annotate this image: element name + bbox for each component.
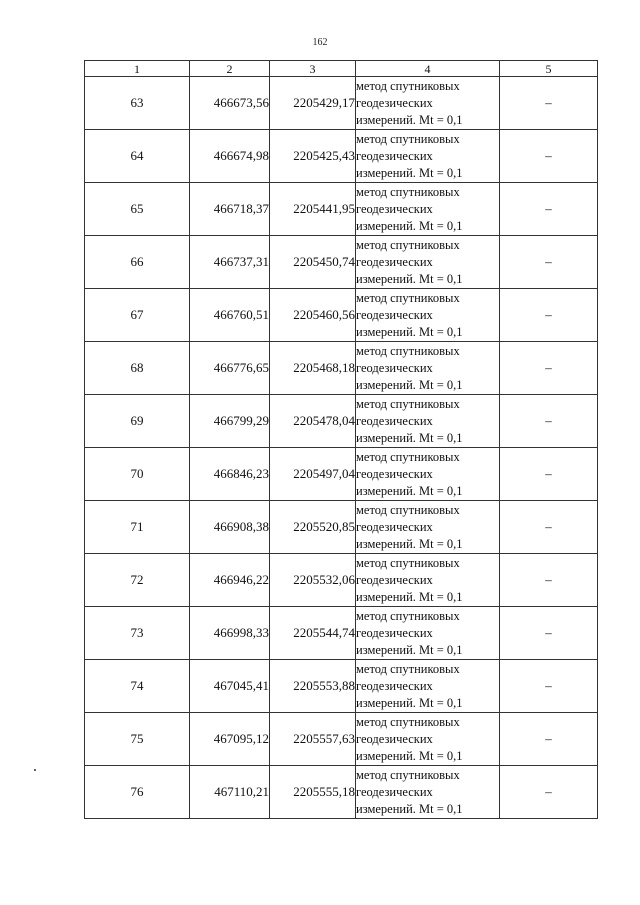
x-coordinate-cell: 466998,33	[190, 607, 270, 660]
method-cell	[356, 660, 500, 713]
y-coordinate-cell: 2205460,56	[270, 289, 356, 342]
method-text-line: измерений. Mt = 0,1	[356, 801, 463, 816]
y-coordinate-cell: 2205468,18	[270, 342, 356, 395]
coordinates-table	[84, 60, 598, 819]
note-cell: –	[500, 342, 598, 395]
method-text-line: геодезических	[356, 731, 433, 746]
method-text-line: метод спутниковых	[356, 661, 460, 676]
method-text-line: геодезических	[356, 466, 433, 481]
method-text-line: измерений. Mt = 0,1	[356, 430, 463, 445]
x-coordinate-cell: 466776,65	[190, 342, 270, 395]
method-cell	[356, 713, 500, 766]
y-coordinate-cell: 2205544,74	[270, 607, 356, 660]
method-text-line: метод спутниковых	[356, 555, 460, 570]
method-text-line: метод спутниковых	[356, 714, 460, 729]
table-row	[85, 77, 598, 130]
method-text-line: геодезических	[356, 254, 433, 269]
method-cell	[356, 554, 500, 607]
method-text-line: метод спутниковых	[356, 502, 460, 517]
y-coordinate-cell: 2205478,04	[270, 395, 356, 448]
point-number-cell: 70	[85, 448, 190, 501]
x-coordinate-cell: 466846,23	[190, 448, 270, 501]
note-cell: –	[500, 607, 598, 660]
method-text-line: метод спутниковых	[356, 290, 460, 305]
point-number-cell: 76	[85, 766, 190, 819]
method-text-line: измерений. Mt = 0,1	[356, 589, 463, 604]
method-text-line: геодезических	[356, 572, 433, 587]
y-coordinate-cell: 2205532,06	[270, 554, 356, 607]
column-header-5: 5	[500, 61, 598, 77]
x-coordinate-cell: 467110,21	[190, 766, 270, 819]
column-header-4: 4	[356, 61, 500, 77]
x-coordinate-cell: 466799,29	[190, 395, 270, 448]
note-cell: –	[500, 77, 598, 130]
method-cell	[356, 448, 500, 501]
y-coordinate-cell: 2205497,04	[270, 448, 356, 501]
method-text-line: измерений. Mt = 0,1	[356, 695, 463, 710]
table-row	[85, 183, 598, 236]
table-row	[85, 289, 598, 342]
header-row	[85, 61, 598, 77]
point-number-cell: 69	[85, 395, 190, 448]
method-text-line: геодезических	[356, 784, 433, 799]
table-row	[85, 448, 598, 501]
table-row	[85, 713, 598, 766]
scan-speck	[34, 769, 36, 771]
note-cell: –	[500, 130, 598, 183]
method-cell	[356, 766, 500, 819]
x-coordinate-cell: 466673,56	[190, 77, 270, 130]
x-coordinate-cell: 466718,37	[190, 183, 270, 236]
method-text-line: измерений. Mt = 0,1	[356, 642, 463, 657]
note-cell: –	[500, 713, 598, 766]
method-text-line: геодезических	[356, 360, 433, 375]
method-text-line: измерений. Mt = 0,1	[356, 483, 463, 498]
method-cell	[356, 236, 500, 289]
table-row	[85, 660, 598, 713]
column-header-2: 2	[190, 61, 270, 77]
point-number-cell: 63	[85, 77, 190, 130]
column-header-1: 1	[85, 61, 190, 77]
method-text-line: измерений. Mt = 0,1	[356, 536, 463, 551]
x-coordinate-cell: 466908,38	[190, 501, 270, 554]
column-header-3: 3	[270, 61, 356, 77]
point-number-cell: 68	[85, 342, 190, 395]
point-number-cell: 64	[85, 130, 190, 183]
table-row	[85, 130, 598, 183]
method-text-line: метод спутниковых	[356, 767, 460, 782]
table-row	[85, 342, 598, 395]
method-text-line: метод спутниковых	[356, 608, 460, 623]
method-text-line: геодезических	[356, 95, 433, 110]
point-number-cell: 65	[85, 183, 190, 236]
method-text-line: геодезических	[356, 148, 433, 163]
table-row	[85, 395, 598, 448]
method-text-line: измерений. Mt = 0,1	[356, 324, 463, 339]
note-cell: –	[500, 766, 598, 819]
method-text-line: геодезических	[356, 678, 433, 693]
method-cell	[356, 501, 500, 554]
point-number-cell: 74	[85, 660, 190, 713]
method-text-line: измерений. Mt = 0,1	[356, 748, 463, 763]
table-row	[85, 766, 598, 819]
method-text-line: метод спутниковых	[356, 237, 460, 252]
method-cell	[356, 342, 500, 395]
x-coordinate-cell: 467045,41	[190, 660, 270, 713]
note-cell: –	[500, 236, 598, 289]
method-cell	[356, 607, 500, 660]
y-coordinate-cell: 2205555,18	[270, 766, 356, 819]
method-text-line: геодезических	[356, 201, 433, 216]
y-coordinate-cell: 2205557,63	[270, 713, 356, 766]
method-cell	[356, 77, 500, 130]
y-coordinate-cell: 2205520,85	[270, 501, 356, 554]
method-text-line: метод спутниковых	[356, 396, 460, 411]
point-number-cell: 71	[85, 501, 190, 554]
method-text-line: геодезических	[356, 413, 433, 428]
method-text-line: измерений. Mt = 0,1	[356, 165, 463, 180]
point-number-cell: 67	[85, 289, 190, 342]
table-body	[85, 77, 598, 819]
method-text-line: метод спутниковых	[356, 449, 460, 464]
note-cell: –	[500, 660, 598, 713]
point-number-cell: 73	[85, 607, 190, 660]
method-cell	[356, 183, 500, 236]
method-text-line: измерений. Mt = 0,1	[356, 271, 463, 286]
method-text-line: метод спутниковых	[356, 78, 460, 93]
note-cell: –	[500, 554, 598, 607]
page-number: 162	[312, 37, 328, 48]
method-text-line: геодезических	[356, 307, 433, 322]
note-cell: –	[500, 395, 598, 448]
y-coordinate-cell: 2205450,74	[270, 236, 356, 289]
method-cell	[356, 130, 500, 183]
note-cell: –	[500, 448, 598, 501]
method-text-line: геодезических	[356, 519, 433, 534]
table-row	[85, 501, 598, 554]
method-cell	[356, 395, 500, 448]
point-number-cell: 66	[85, 236, 190, 289]
note-cell: –	[500, 501, 598, 554]
method-text-line: измерений. Mt = 0,1	[356, 112, 463, 127]
table-row	[85, 236, 598, 289]
x-coordinate-cell: 466760,51	[190, 289, 270, 342]
point-number-cell: 72	[85, 554, 190, 607]
point-number-cell: 75	[85, 713, 190, 766]
method-text-line: метод спутниковых	[356, 184, 460, 199]
method-text-line: измерений. Mt = 0,1	[356, 377, 463, 392]
table-row	[85, 554, 598, 607]
y-coordinate-cell: 2205553,88	[270, 660, 356, 713]
method-cell	[356, 289, 500, 342]
y-coordinate-cell: 2205441,95	[270, 183, 356, 236]
note-cell: –	[500, 183, 598, 236]
y-coordinate-cell: 2205429,17	[270, 77, 356, 130]
table-row	[85, 607, 598, 660]
x-coordinate-cell: 466674,98	[190, 130, 270, 183]
method-text-line: метод спутниковых	[356, 343, 460, 358]
y-coordinate-cell: 2205425,43	[270, 130, 356, 183]
note-cell: –	[500, 289, 598, 342]
x-coordinate-cell: 466737,31	[190, 236, 270, 289]
method-text-line: геодезических	[356, 625, 433, 640]
method-text-line: измерений. Mt = 0,1	[356, 218, 463, 233]
x-coordinate-cell: 467095,12	[190, 713, 270, 766]
method-text-line: метод спутниковых	[356, 131, 460, 146]
x-coordinate-cell: 466946,22	[190, 554, 270, 607]
table-header	[85, 61, 598, 77]
